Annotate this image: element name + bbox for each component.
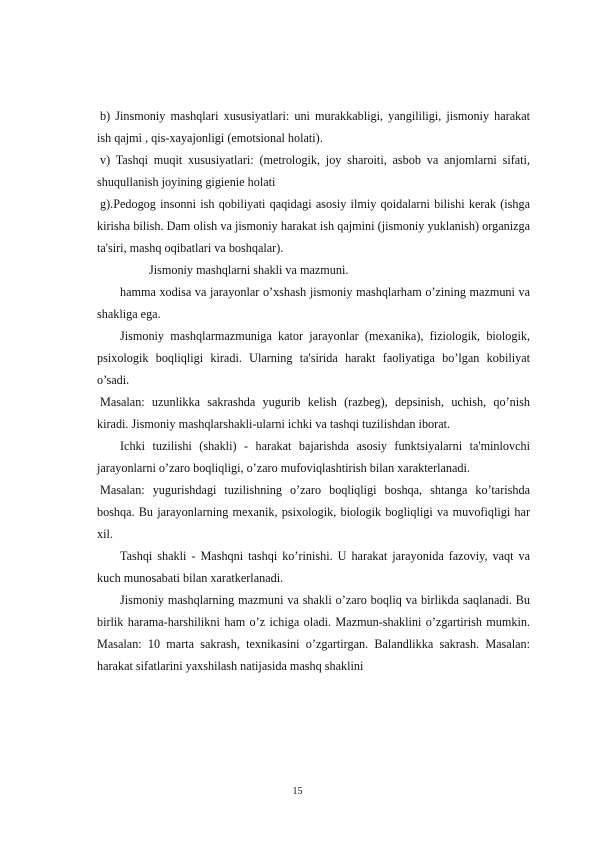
paragraph-inner-form: Ichki tuzilishi (shakli) - harakat bajarishda asosiy funktsiyalarni ta'minlovchi jarayonlarni o’zaro boqliqligi, o’zaro mufoviqlashtirish bilan xarakterlanadi. (97, 439, 530, 475)
paragraph-example-run: Masalan: yugurishdagi tuzilishning o’zaro boqliqligi boshqa, shtanga ko’tarishda boshqa. Bu jarayonlarning mexanik, psixologik, biologik bogliqligi va muvofiqligi har xil. (97, 483, 530, 541)
paragraph-unity: Jismoniy mashqlarning mazmuni va shakli o’zaro boqliq va birlikda saqlanadi. Bu birlik harama-harshilikni ham o’z ichiga oladi. Mazmun-shaklini o’zgartirish mumkin. Masalan: 10 marta sakrash, texnikasini o’zgartirgan. Balandlikka sakrash. Masalan: harakat sifatlarini yaxshilash natijasida mashq shaklini (97, 593, 530, 673)
paragraph-v: v) Tashqi muqit xususiyatlari: (metrologik, joy sharoiti, asbob va anjomlarni sifati, shuqullanish joyining gigienie holati (97, 153, 530, 189)
document-page (97, 105, 530, 677)
paragraph-g: g).Pedogog insonni ish qobiliyati qaqidagi asosiy ilmiy qoidalarni bilishi kerak (ishga kirisha bilish. Dam olish va jismoniy harakat ish qajmini (jismoniy yuklanish) organizga ta'siri, mashq oqibatlari va boshqalar). (97, 197, 530, 255)
paragraph-mazmun: Jismoniy mashqlarmazmuniga kator jarayonlar (mexanika), fiziologik, biologik, psixologik boqliqligi kiradi. Ularning ta'sirida harakt faoliyatiga bo’lgan kobiliyat o’sadi. (97, 329, 530, 387)
paragraph-b: b) Jinsmoniy mashqlari xususiyatlari: uni murakkabligi, yangililigi, jismoniy harakat ish qajmi , qis-xayajonligi (emotsional holati). (97, 109, 530, 145)
section-heading: Jismoniy mashqlarni shakli va mazmuni. (149, 263, 349, 277)
page-number: 15 (292, 786, 303, 797)
paragraph-content: hamma xodisa va jarayonlar o’xshash jismoniy mashqlarham o’zining mazmuni va shakliga ega. (97, 285, 530, 321)
paragraph-example-jump: Masalan: uzunlikka sakrashda yugurib kelish (razbeg), depsinish, uchish, qo’nish kiradi. Jismoniy mashqlarshakli-ularni ichki va tashqi tuzilishdan iborat. (97, 395, 530, 431)
paragraph-outer-form: Tashqi shakli - Mashqni tashqi ko’rinishi. U harakat jarayonida fazoviy, vaqt va kuch munosabati bilan xaratkerlanadi. (97, 549, 530, 585)
